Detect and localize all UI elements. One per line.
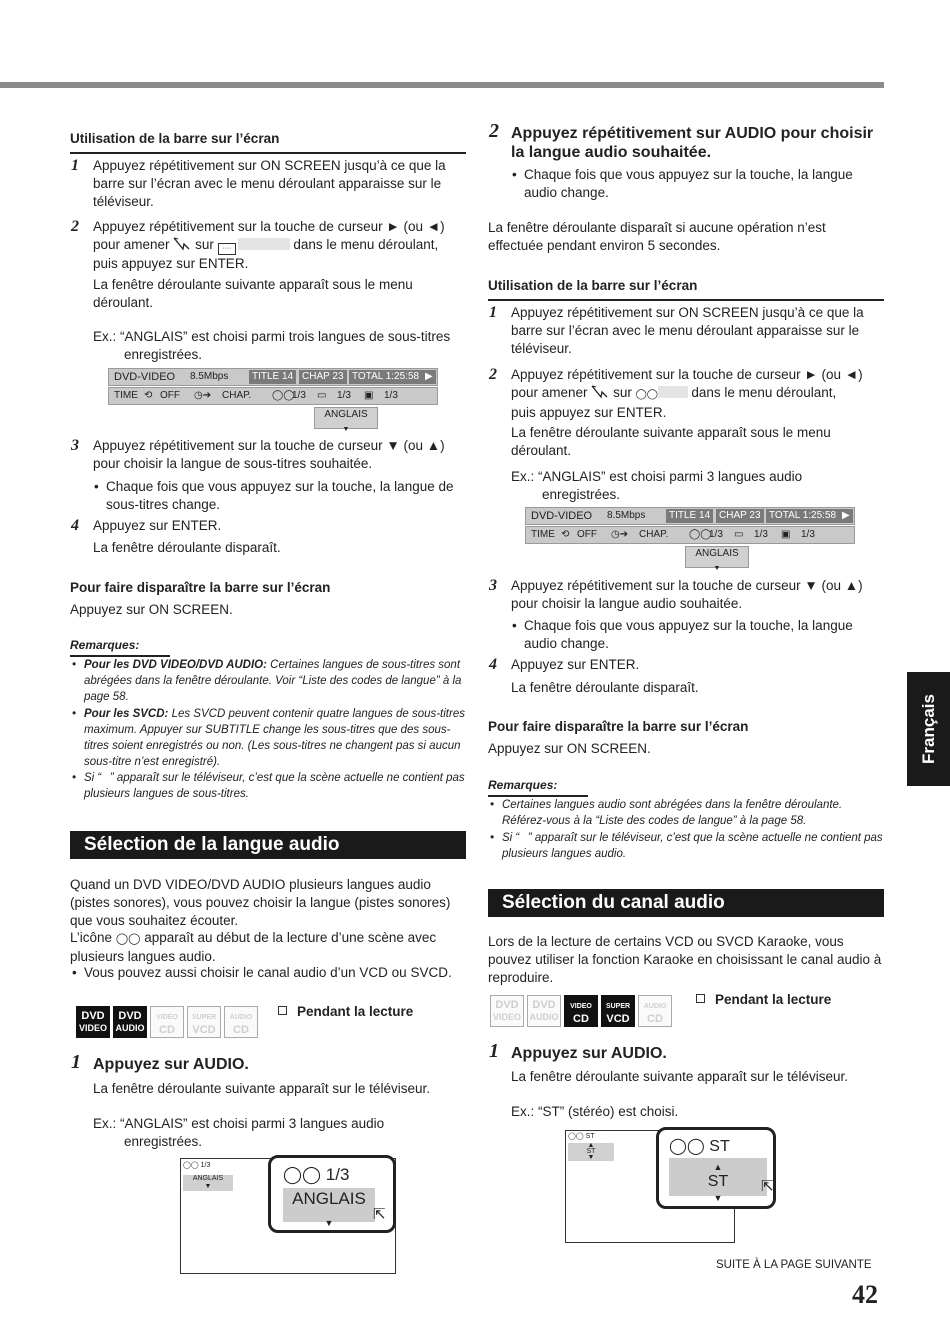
right-zoom-bubble: ◯◯ ST ▲ ST ▼ ⇱ bbox=[656, 1127, 776, 1209]
osd-total: TOTAL 1:25:58 bbox=[766, 509, 839, 523]
left-tv-screen: ◯◯ 1/3 ANGLAIS ▼ bbox=[180, 1158, 396, 1274]
disc-dvd-audio-icon: DVD AUDIO bbox=[113, 1006, 147, 1038]
left-hide-heading: Pour faire disparaître la barre sur l’écran bbox=[70, 580, 331, 595]
angle-icon: ▣ bbox=[781, 529, 791, 540]
disc-dvd-video-icon: DVD VIDEO bbox=[490, 995, 524, 1027]
left-section-title: Sélection de la langue audio bbox=[70, 831, 466, 859]
right-remark-1: • Certaines langues audio sont abrégées dans la fenêtre déroulante. Référez-vous à la “Liste des codes de langue” à la page 58. bbox=[502, 797, 884, 829]
left-osd-dropdown: ANGLAIS ▼ bbox=[314, 407, 378, 429]
right-sub-heading: Utilisation de la barre sur l’écran bbox=[488, 277, 884, 301]
disc-audio-cd-icon: AUDIO CD bbox=[224, 1006, 258, 1038]
right-hide-heading: Pour faire disparaître la barre sur l’écran bbox=[488, 719, 749, 734]
right-step-2: 2 Appuyez répétitivement sur la touche de curseur ► (ou ◄) pour amener sur ◯◯ dans le menu déroulant, puis appuyez sur ENTER. bbox=[489, 366, 863, 420]
right-step2-note: La fenêtre déroulante suivante apparaît sous le menu déroulant. bbox=[511, 425, 831, 458]
right-remarks-heading: Remarques: bbox=[488, 776, 588, 797]
right-hide-text: Appuyez sur ON SCREEN. bbox=[488, 741, 651, 756]
right-osd-dropdown: ANGLAIS ▼ bbox=[685, 546, 749, 568]
osd-off: OFF bbox=[160, 390, 180, 401]
left-step-3: 3 Appuyez répétitivement sur la touche de curseur ▼ (ou ▲) pour choisir la langue de sous-titres souhaitée. bbox=[71, 437, 445, 471]
right-timeout-note: La fenêtre déroulante disparaît si aucune opération n’est effectuée pendant environ 5 secondes. bbox=[488, 220, 826, 253]
right-big-step2-bullet: • Chaque fois que vous appuyez sur la touche, la langue audio change. bbox=[524, 166, 884, 202]
audio-icon: ◯◯ bbox=[115, 933, 141, 945]
right-intro: Lors de la lecture de certains VCD ou SVCD Karaoke, vous pouvez utiliser la fonction Karaoke en choisissant le canal audio à reproduire. bbox=[488, 934, 882, 985]
osd-total: TOTAL 1:25:58 bbox=[349, 370, 422, 384]
left-remark-1: • Pour les DVD VIDEO/DVD AUDIO: Certaines langues de sous-titres sont abrégées dans la fenêtre déroulante. Voir “Liste des codes de langue” à la page 58. bbox=[84, 657, 466, 705]
audio-icon: ◯◯ bbox=[283, 1165, 322, 1184]
disc-super-vcd-icon: SUPER VCD bbox=[601, 995, 635, 1027]
osd-chap: CHAP 23 bbox=[716, 509, 764, 523]
angle-icon: ▣ bbox=[364, 390, 374, 401]
left-step-4: 4 Appuyez sur ENTER. bbox=[71, 517, 222, 534]
left-step4-note: La fenêtre déroulante disparaît. bbox=[93, 540, 281, 555]
left-remark-2: • Pour les SVCD: Les SVCD peuvent contenir quatre langues de sous-titres maximum. Appuyer sur SUBTITLE change les sous-titres que des sous-titres soient enregistrés ou non. (Les sous-titres ne changent pas si aucun sous-titre n’est enregistré). bbox=[84, 706, 466, 770]
repeat-icon: ⟲ bbox=[144, 390, 153, 401]
osd-rate: 8.5Mbps bbox=[607, 510, 646, 521]
play-icon: ▶ bbox=[422, 370, 436, 384]
osd-sub-frac: 1/3 bbox=[337, 390, 351, 401]
right-big-step-2: 2 Appuyez répétitivement sur AUDIO pour choisir la langue audio souhaitée. bbox=[489, 120, 874, 161]
left-intro-bullet: • Vous pouvez aussi choisir le canal audio d’un VCD ou SVCD. bbox=[84, 964, 466, 982]
subtitle-icon: ▭ bbox=[317, 390, 327, 401]
osd-chap: CHAP 23 bbox=[299, 370, 347, 384]
left-intro-2: L’icône ◯◯ apparaît au début de la lecture d’une scène avec plusieurs langues audio. bbox=[70, 930, 437, 964]
osd-angle-frac: 1/3 bbox=[384, 390, 398, 401]
osd-off: OFF bbox=[577, 529, 597, 540]
audio-icon: ◯◯ bbox=[568, 1133, 584, 1140]
pointer-icon: ⇱ bbox=[373, 1206, 386, 1223]
audio-icon: ◯◯ bbox=[635, 389, 658, 400]
right-big-step1-note: La fenêtre déroulante suivante apparaît sur le téléviseur. bbox=[511, 1069, 848, 1084]
left-zoom-bubble: ◯◯ 1/3 ANGLAIS ▼ ⇱ bbox=[268, 1155, 396, 1233]
right-step-3: 3 Appuyez répétitivement sur la touche de curseur ▼ (ou ▲) pour choisir la langue audio souhaitée. bbox=[489, 577, 863, 611]
right-step4-note: La fenêtre déroulante disparaît. bbox=[511, 680, 699, 695]
osd-title: TITLE 14 bbox=[249, 370, 296, 384]
osd-dvd-video: DVD-VIDEO bbox=[114, 371, 176, 383]
right-step3-bullet: • Chaque fois que vous appuyez sur la touche, la langue audio change. bbox=[524, 617, 884, 653]
left-osd-bar bbox=[108, 368, 438, 418]
left-remark-3: • Si “⃠” apparaît sur le téléviseur, c’est que la scène actuelle ne contient pas plusieurs langues de sous-titres. bbox=[84, 770, 466, 802]
left-pendant: Pendant la lecture bbox=[278, 1003, 413, 1021]
left-step2-note: La fenêtre déroulante suivante apparaît sous le menu déroulant. bbox=[93, 277, 413, 310]
osd-time: TIME bbox=[114, 390, 138, 401]
disc-dvd-video-icon: DVD VIDEO bbox=[76, 1006, 110, 1038]
right-step-1: 1 Appuyez répétitivement sur ON SCREEN jusqu’à ce que la barre sur l’écran avec le menu déroulant apparaisse sur le téléviseur. bbox=[489, 304, 864, 356]
audio-icon: ◯◯ bbox=[669, 1138, 705, 1155]
osd-rate: 8.5Mbps bbox=[190, 371, 229, 382]
disc-video-cd-icon: VIDEO CD bbox=[150, 1006, 184, 1038]
right-remark-2: • Si “⃠” apparaît sur le téléviseur, c’est que la scène actuelle ne contient pas plusieurs langues audio. bbox=[502, 830, 884, 862]
subtitle-icon: ···· bbox=[218, 243, 236, 255]
right-big-step-1: 1 Appuyez sur AUDIO. bbox=[489, 1040, 667, 1062]
clock-icon: ◷➔ bbox=[194, 390, 212, 401]
right-big-example: Ex.: “ST” (stéréo) est choisi. bbox=[511, 1104, 679, 1119]
left-hide-text: Appuyez sur ON SCREEN. bbox=[70, 602, 233, 617]
left-big-example: Ex.: “ANGLAIS” est choisi parmi 3 langues audio enregistrées. bbox=[93, 1116, 385, 1149]
left-step-1: 1 Appuyez répétitivement sur ON SCREEN jusqu’à ce que la barre sur l’écran avec le menu déroulant apparaisse sur le téléviseur. bbox=[71, 157, 446, 209]
osd-angle-frac: 1/3 bbox=[801, 529, 815, 540]
disc-video-cd-icon: VIDEO CD bbox=[564, 995, 598, 1027]
pointer-icon: ⇱ bbox=[761, 1178, 774, 1195]
osd-chap-arrow: CHAP. bbox=[222, 390, 252, 401]
language-side-tab: Français bbox=[907, 672, 950, 786]
right-example: Ex.: “ANGLAIS” est choisi parmi 3 langues audio enregistrées. bbox=[511, 469, 803, 502]
page-number: 42 bbox=[852, 1280, 878, 1309]
left-sub-heading: Utilisation de la barre sur l’écran bbox=[70, 130, 466, 154]
continued-note: SUITE À LA PAGE SUIVANTE bbox=[716, 1259, 872, 1271]
osd-chap-arrow: CHAP. bbox=[639, 529, 669, 540]
left-big-step-1: 1 Appuyez sur AUDIO. bbox=[71, 1051, 249, 1073]
osd-audio-frac: 1/3 bbox=[709, 529, 723, 540]
repeat-icon: ⟲ bbox=[561, 529, 570, 540]
right-tv-screen: ◯◯ ST ▲ ST ▼ bbox=[565, 1130, 735, 1243]
left-intro-1: Quand un DVD VIDEO/DVD AUDIO plusieurs langues audio (pistes sonores), vous pouvez choisir la langue (pistes sonores) que vous souhaitez écouter. bbox=[70, 877, 451, 928]
subtitle-icon: ▭ bbox=[734, 529, 744, 540]
play-icon: ▶ bbox=[839, 509, 853, 523]
osd-audio-frac: 1/3 bbox=[292, 390, 306, 401]
pointer-icon bbox=[173, 237, 191, 251]
right-pendant: Pendant la lecture bbox=[696, 991, 831, 1009]
audio-icon: ◯◯ bbox=[272, 390, 295, 401]
osd-title: TITLE 14 bbox=[666, 509, 713, 523]
left-example: Ex.: “ANGLAIS” est choisi parmi trois langues de sous-titres enregistrées. bbox=[93, 329, 451, 362]
osd-time: TIME bbox=[531, 529, 555, 540]
top-rule bbox=[0, 82, 884, 88]
osd-dvd-video: DVD-VIDEO bbox=[531, 510, 593, 522]
clock-icon: ◷➔ bbox=[611, 529, 629, 540]
left-step3-bullet: • Chaque fois que vous appuyez sur la touche, la langue de sous-titres change. bbox=[106, 478, 468, 514]
osd-sub-frac: 1/3 bbox=[754, 529, 768, 540]
left-step-2: 2 Appuyez répétitivement sur la touche de curseur ► (ou ◄) pour amener sur ···· dans le menu déroulant, puis appuyez sur ENTER. bbox=[71, 218, 445, 271]
right-step-4: 4 Appuyez sur ENTER. bbox=[489, 656, 640, 673]
disc-super-vcd-icon: SUPER VCD bbox=[187, 1006, 221, 1038]
disc-audio-cd-icon: AUDIO CD bbox=[638, 995, 672, 1027]
disc-dvd-audio-icon: DVD AUDIO bbox=[527, 995, 561, 1027]
audio-icon: ◯◯ bbox=[183, 1162, 199, 1169]
audio-icon: ◯◯ bbox=[689, 529, 712, 540]
right-section-title: Sélection du canal audio bbox=[488, 889, 884, 917]
left-big-step1-note: La fenêtre déroulante suivante apparaît sur le téléviseur. bbox=[93, 1081, 430, 1096]
left-remarks-heading: Remarques: bbox=[70, 636, 170, 657]
pointer-icon bbox=[591, 385, 609, 399]
